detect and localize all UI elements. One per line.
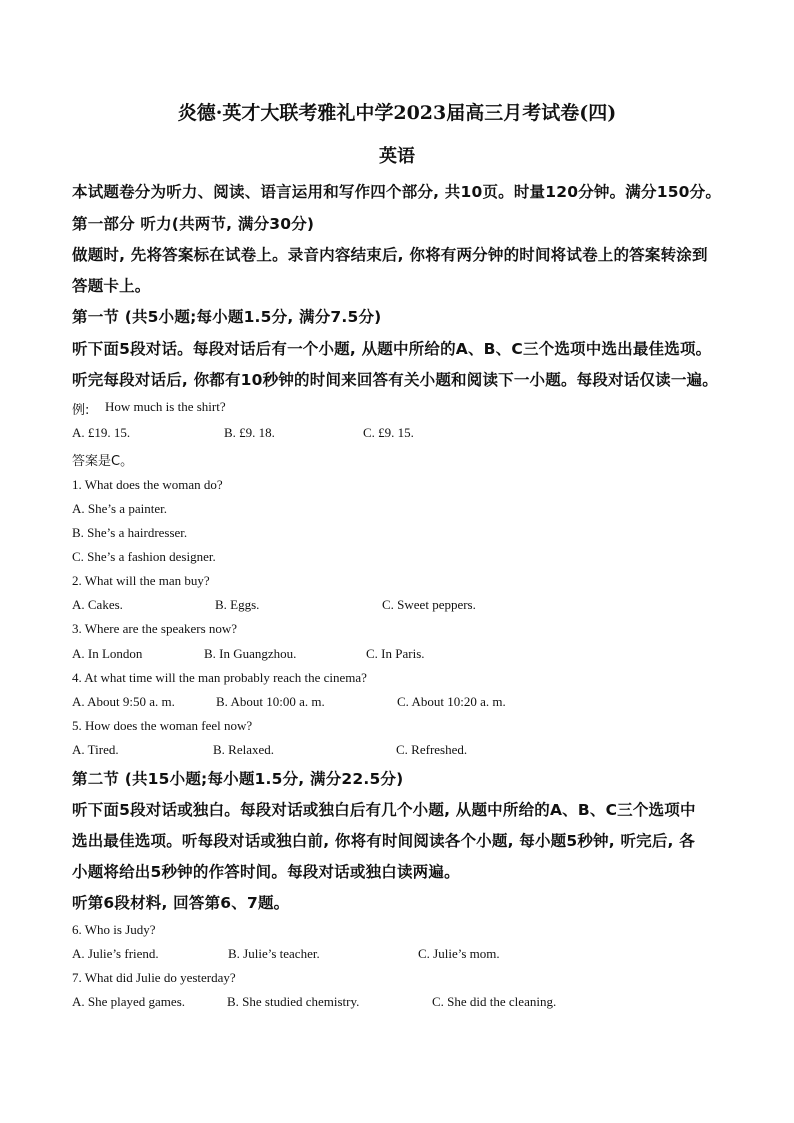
part1-heading: 第一部分 听力(共两节, 满分30分): [72, 215, 315, 233]
question-3: 3. Where are the speakers now?: [72, 621, 238, 636]
question-2-option-a: A. Cakes.: [72, 597, 123, 612]
subject-title: 英语: [379, 146, 415, 167]
question-1-option-a: A. She’s a painter.: [72, 501, 167, 516]
question-2-option-c: C. Sweet peppers.: [382, 597, 476, 612]
question-7-option-b: B. She studied chemistry.: [227, 994, 360, 1009]
question-5-option-a: A. Tired.: [72, 742, 119, 757]
question-6-option-c: C. Julie’s mom.: [418, 946, 500, 961]
question-3-option-a: A. In London: [72, 646, 143, 661]
question-1: 1. What does the woman do?: [72, 477, 223, 492]
section2-instruction-line: 听下面5段对话或独白。每段对话或独白后有几个小题, 从题中所给的A、B、C三个选项中: [72, 801, 696, 819]
question-3-option-c: C. In Paris.: [366, 646, 425, 661]
question-5-option-c: C. Refreshed.: [396, 742, 468, 757]
question-4-option-c: C. About 10:20 a. m.: [397, 694, 506, 709]
question-3-option-b: B. In Guangzhou.: [204, 646, 297, 661]
question-1-option-c: C. She’s a fashion designer.: [72, 549, 216, 564]
question-5: 5. How does the woman feel now?: [72, 718, 253, 733]
passage-heading: 听第6段材料, 回答第6、7题。: [72, 894, 290, 912]
example-option-c: C. £9. 15.: [363, 425, 414, 440]
question-6-option-b: B. Julie’s teacher.: [228, 946, 320, 961]
question-7-option-a: A. She played games.: [72, 994, 186, 1009]
question-6: 6. Who is Judy?: [72, 922, 156, 937]
section2-instruction-line: 小题将给出5秒钟的作答时间。每段对话或独白读两遍。: [72, 863, 460, 881]
example-question: How much is the shirt?: [105, 399, 226, 414]
part1-instruction-line: 答题卡上。: [72, 277, 151, 295]
question-2-option-b: B. Eggs.: [215, 597, 260, 612]
example-option-a: A. £19. 15.: [72, 425, 131, 440]
page-title: 炎德·英才大联考雅礼中学2023届高三月考试卷(四): [177, 102, 617, 124]
question-2: 2. What will the man buy?: [72, 573, 210, 588]
section1-heading: 第一节 (共5小题;每小题1.5分, 满分7.5分): [72, 308, 382, 326]
example-answer: 答案是C。: [72, 454, 134, 469]
example-label: 例:: [72, 403, 90, 418]
question-4-option-a: A. About 9:50 a. m.: [72, 694, 175, 709]
question-1-option-b: B. She’s a hairdresser.: [72, 525, 188, 540]
section2-instruction-line: 选出最佳选项。听每段对话或独白前, 你将有时间阅读各个小题, 每小题5秒钟, 听完后, 各: [72, 832, 695, 850]
section1-instruction-line: 听完每段对话后, 你都有10秒钟的时间来回答有关小题和阅读下一小题。每段对话仅读一遍。: [72, 371, 718, 389]
question-7: 7. What did Julie do yesterday?: [72, 970, 236, 985]
intro-text: 本试题卷分为听力、阅读、语言运用和写作四个部分, 共10页。时量120分钟。满分150分。: [72, 183, 722, 201]
question-7-option-c: C. She did the cleaning.: [432, 994, 557, 1009]
question-6-option-a: A. Julie’s friend.: [72, 946, 159, 961]
part1-instruction-line: 做题时, 先将答案标在试卷上。录音内容结束后, 你将有两分钟的时间将试卷上的答案转涂到: [72, 246, 708, 264]
example-option-b: B. £9. 18.: [224, 425, 275, 440]
question-4-option-b: B. About 10:00 a. m.: [216, 694, 325, 709]
section1-instruction-line: 听下面5段对话。每段对话后有一个小题, 从题中所给的A、B、C三个选项中选出最佳选项。: [72, 340, 712, 358]
question-4: 4. At what time will the man probably reach the cinema?: [72, 670, 367, 685]
section2-heading: 第二节 (共15小题;每小题1.5分, 满分22.5分): [72, 770, 404, 788]
question-5-option-b: B. Relaxed.: [213, 742, 275, 757]
